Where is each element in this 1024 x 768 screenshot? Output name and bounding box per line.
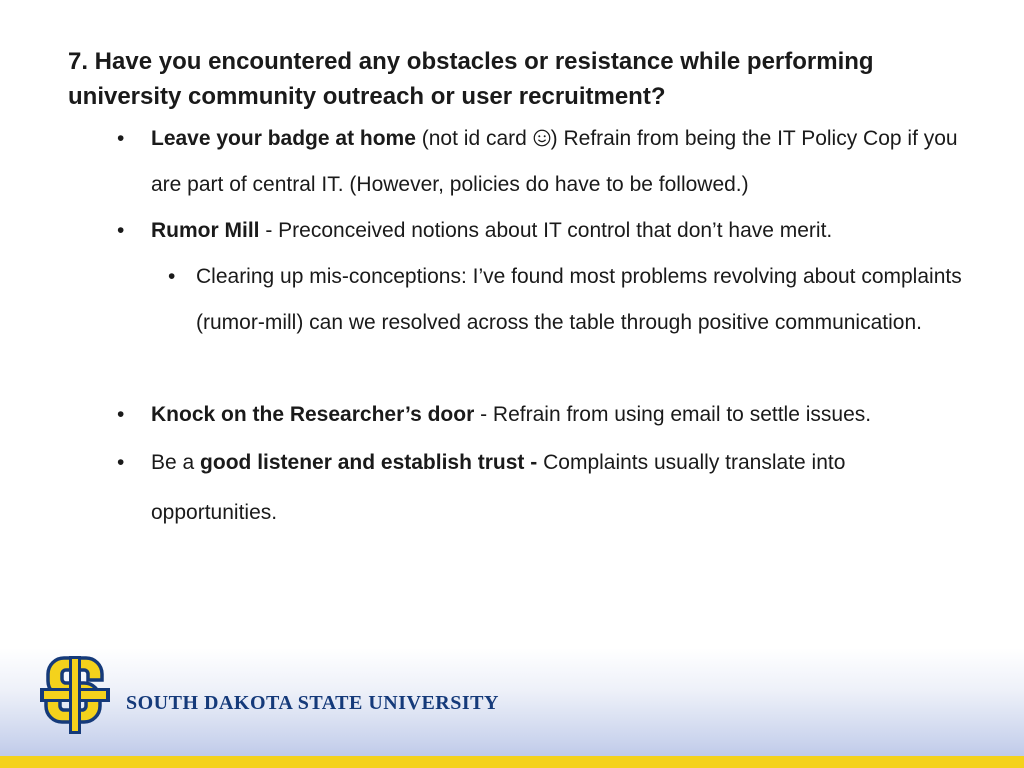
bullet-text: Clearing up mis-conceptions: I’ve found most problems revolving about complaints (rumor-mill) can we resolved across the table through positive communication. [196,265,962,334]
bullet-text: - Refrain from using email to settle issues. [474,403,872,426]
sdsu-logo-icon [34,654,116,736]
bullet-text: ) Refrain from being the IT Policy Cop if you are part of central IT. (However, policies do have to be followed.) [151,127,958,196]
university-name: SOUTH DAKOTA STATE UNIVERSITY [126,692,499,714]
bullet-text: Complaints usually translate into opportunities. [151,451,846,524]
sub-bullet-misconceptions [168,254,966,346]
bullet-knock-on-door [117,392,961,438]
bullet-rumor-mill [117,208,961,254]
bullet-bold-text: Leave your badge at home [151,127,416,150]
bullet-bold-text: good listener and establish trust - [200,451,538,474]
bullet-prefix: Be a [151,451,201,474]
bullet-text: (not id card [415,127,533,150]
bullet-marker: • [117,451,125,474]
bullet-text: - Preconceived notions about IT control that don’t have merit. [259,219,833,242]
bullet-badge-at-home [117,116,961,208]
smiley-icon [533,129,551,147]
bullet-bold-text: Knock on the Researcher’s door [151,403,475,426]
bullet-good-listener [117,438,961,538]
bullet-marker: • [117,127,125,150]
bullet-marker: • [117,219,125,242]
footer-gold-stripe [0,756,1024,768]
slide-title: 7. Have you encountered any obstacles or resistance while performing university community outreach or user recruitment? [68,48,874,110]
bullet-bold-text: Rumor Mill [151,219,260,242]
bullet-marker: • [117,403,125,426]
bullet-marker: • [168,265,176,288]
